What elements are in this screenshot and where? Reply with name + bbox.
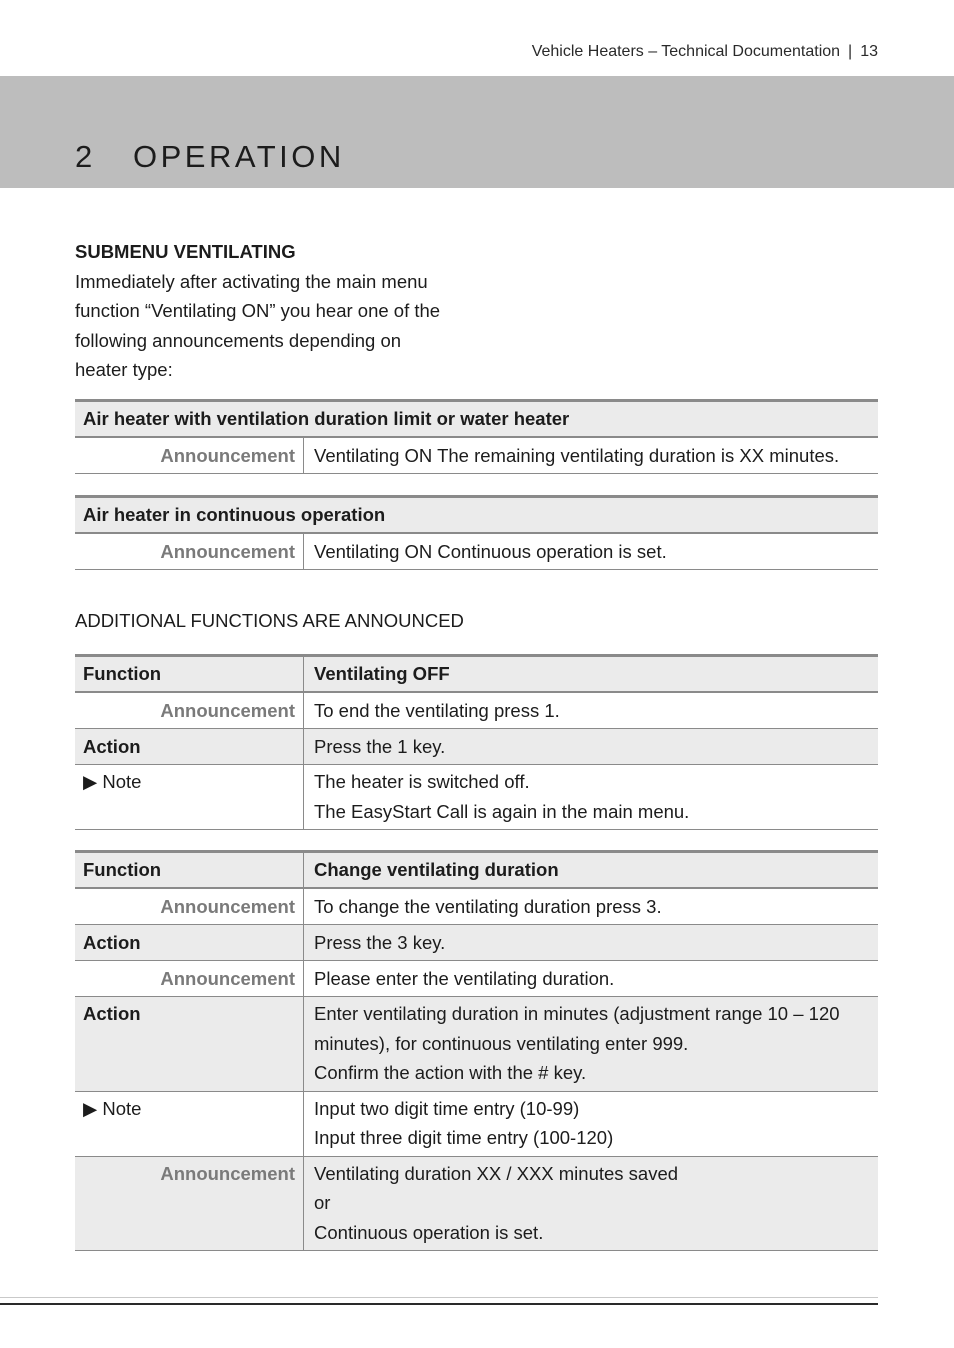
row-label	[75, 765, 304, 830]
value-line: Ventilating duration XX / XXX minutes saved	[314, 1162, 679, 1184]
table-air-heater-continuous	[75, 495, 878, 570]
arrow-right-icon: ▶	[83, 1097, 98, 1119]
table-row	[75, 437, 878, 474]
table-row	[75, 765, 878, 830]
row-label: Announcement	[75, 1156, 304, 1251]
intro-section	[75, 237, 455, 385]
row-value: To end the ventilating press 1.	[314, 699, 560, 721]
table-header: Air heater with ventilation duration limit or water heater	[83, 408, 570, 430]
row-value	[304, 1156, 879, 1251]
row-label: Announcement	[75, 961, 304, 997]
value-line: or	[314, 1192, 331, 1213]
document-title: Vehicle Heaters – Technical Documentation	[531, 43, 841, 60]
value-line: minutes), for continuous ventilating enter 999.	[314, 1032, 689, 1054]
row-label: Action	[75, 997, 304, 1092]
table-air-heater-duration-limit	[75, 399, 878, 474]
table-header-row	[75, 401, 878, 438]
header-value: Ventilating OFF	[314, 663, 450, 685]
header-value: Change ventilating duration	[314, 859, 559, 881]
chapter-title: OPERATION	[133, 139, 345, 174]
row-value: Ventilating ON Continuous operation is set.	[314, 540, 667, 562]
row-value: Please enter the ventilating duration.	[314, 967, 615, 989]
table-header-row	[75, 656, 878, 693]
footer-rule-thin	[0, 1297, 878, 1298]
row-value	[304, 1091, 879, 1156]
intro-text: Immediately after activating the main menu function “Ventilating ON” you hear one of the following announcements depending on heater type:	[75, 270, 441, 380]
row-value: To change the ventilating duration press 3.	[314, 895, 662, 917]
row-label	[75, 1091, 304, 1156]
arrow-right-icon: ▶	[83, 771, 98, 792]
row-value: Ventilating ON The remaining ventilating duration is XX minutes.	[314, 444, 840, 466]
row-label: Action	[75, 925, 304, 961]
table-header-row	[75, 852, 878, 889]
row-value	[304, 765, 879, 830]
header-separator: |	[848, 43, 853, 60]
note-label: Note	[102, 1097, 142, 1119]
row-label: Announcement	[75, 533, 304, 570]
table-header: Air heater in continuous operation	[83, 504, 386, 526]
value-line: The EasyStart Call is again in the main menu.	[314, 800, 690, 822]
row-value: Press the 3 key.	[314, 931, 446, 953]
table-row	[75, 692, 878, 729]
row-label: Announcement	[75, 437, 304, 474]
table-row	[75, 925, 878, 961]
table-row	[75, 997, 878, 1092]
header-label: Function	[75, 656, 304, 693]
page-number: 13	[860, 43, 878, 60]
table-row	[75, 1156, 878, 1251]
row-label: Announcement	[75, 888, 304, 925]
table-row	[75, 1091, 878, 1156]
chapter-number: 2	[75, 139, 96, 174]
value-line: Input two digit time entry (10-99)	[314, 1097, 580, 1119]
value-line: The heater is switched off.	[314, 771, 530, 792]
row-value: Press the 1 key.	[314, 735, 446, 757]
note-label: Note	[102, 771, 142, 792]
section-subheading: SUBMENU VENTILATING	[75, 241, 296, 262]
row-value	[304, 997, 879, 1092]
table-change-ventilating-duration	[75, 850, 878, 1251]
chapter-heading	[75, 139, 345, 175]
table-row	[75, 729, 878, 765]
value-line: Input three digit time entry (100-120)	[314, 1127, 614, 1148]
value-line: Confirm the action with the # key.	[314, 1062, 587, 1083]
value-line: Continuous operation is set.	[314, 1221, 544, 1243]
running-header	[532, 43, 878, 61]
additional-functions-heading: ADDITIONAL FUNCTIONS ARE ANNOUNCED	[75, 610, 464, 631]
header-label: Function	[75, 852, 304, 889]
row-label: Action	[75, 729, 304, 765]
table-row	[75, 888, 878, 925]
value-line: Enter ventilating duration in minutes (adjustment range 10 – 120	[314, 1003, 840, 1024]
row-label: Announcement	[75, 692, 304, 729]
table-row	[75, 533, 878, 570]
table-header-row	[75, 497, 878, 534]
table-row	[75, 961, 878, 997]
table-ventilating-off	[75, 654, 878, 830]
footer-rule-thick	[0, 1303, 878, 1305]
